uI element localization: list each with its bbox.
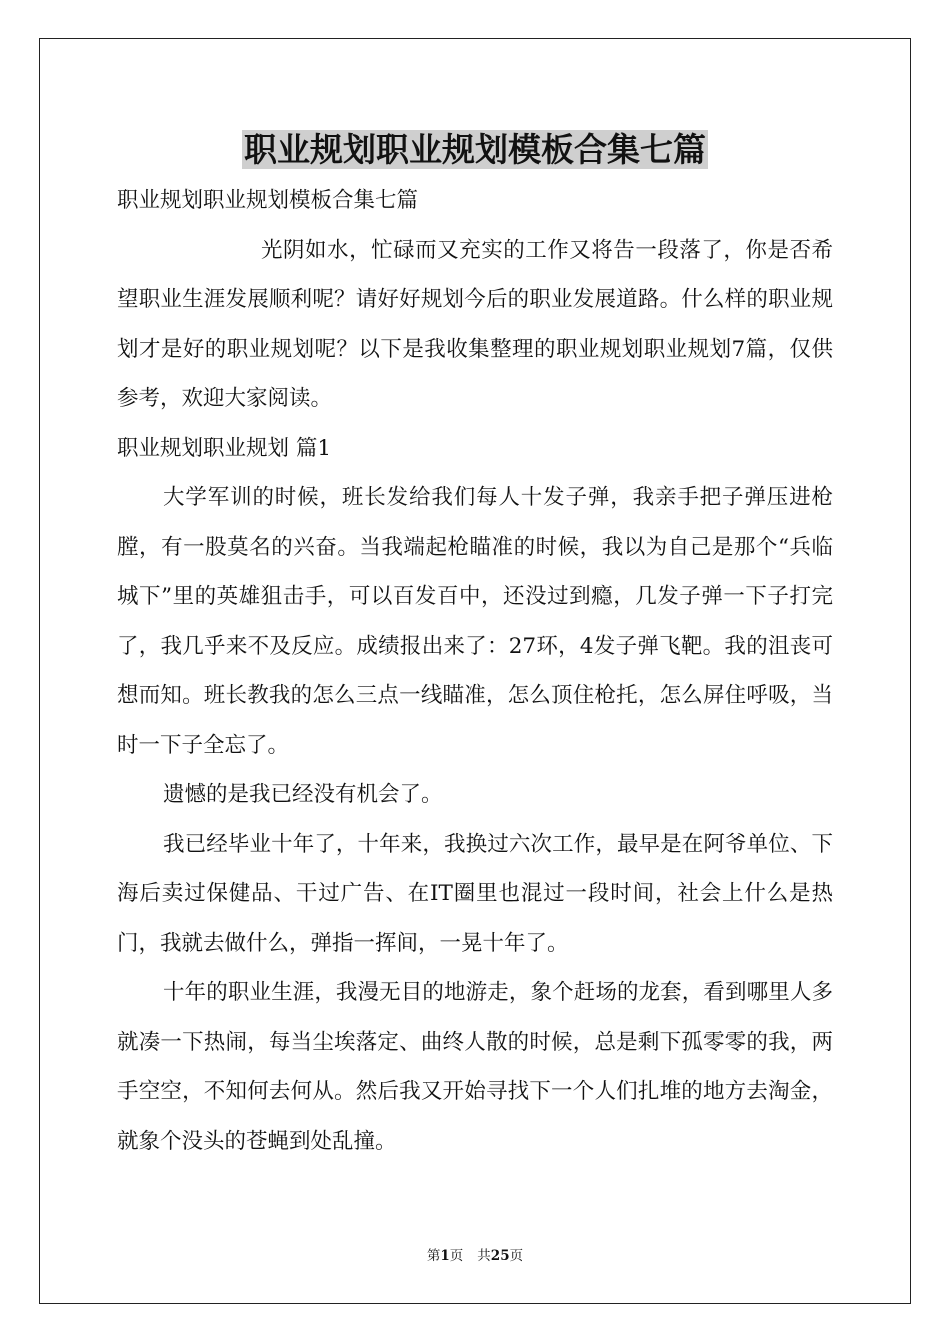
body-paragraph: 十年的职业生涯，我漫无目的地游走，象个赶场的龙套，看到哪里人多就凑一下热闹，每当尘埃落定、曲终人散的时候，总是剩下孤零零的我，两手空空，不知何去何从。然后我又开始寻找下一个人们扎堆的地方去淘金，就象个没头的苍蝇到处乱撞。 — [117, 980, 833, 1154]
total-prefix: 共 — [477, 1248, 491, 1264]
total-page-number: 25 — [490, 1248, 510, 1264]
page-prefix: 第 — [426, 1248, 441, 1264]
document-subtitle: 职业规划职业规划模板合集七篇 — [117, 188, 419, 213]
body-paragraph: 我已经毕业十年了，十年来，我换过六次工作，最早是在阿爷单位、下海后卖过保健品、干过广告、在IT圈里也混过一段时间，社会上什么是热门，我就去做什么，弹指一挥间，一晃十年了。 — [117, 831, 833, 956]
total-unit: 页 — [509, 1248, 524, 1264]
current-page-number: 1 — [440, 1248, 450, 1264]
page-unit: 页 — [449, 1248, 464, 1264]
page-footer — [0, 1247, 950, 1265]
document-title — [0, 126, 950, 174]
intro-paragraph: 光阴如水，忙碌而又充实的工作又将告一段落了，你是否希望职业生涯发展顺利呢？请好好规划今后的职业发展道路。什么样的职业规划才是好的职业规划呢？以下是我收集整理的职业规划职业规划7篇，仅供参考，欢迎大家阅读。 — [117, 237, 833, 411]
body-paragraph: 遗憾的是我已经没有机会了。 — [163, 782, 443, 807]
document-body — [117, 176, 833, 1166]
document-title-text: 职业规划职业规划模板合集七篇 — [244, 130, 706, 169]
section-heading: 职业规划职业规划 篇1 — [117, 435, 332, 461]
body-paragraph: 大学军训的时候，班长发给我们每人十发子弹，我亲手把子弹压进枪膛，有一股莫名的兴奋。当我端起枪瞄准的时候，我以为自己是那个“兵临城下”里的英雄狙击手，可以百发百中，还没过到瘾，几发子弹一下子打完了，我几乎来不及反应。成绩报出来了：27环，4发子弹飞靶。我的沮丧可想而知。班长教我的怎么三点一线瞄准，怎么顶住枪托，怎么屏住呼吸，当时一下子全忘了。 — [117, 485, 833, 758]
